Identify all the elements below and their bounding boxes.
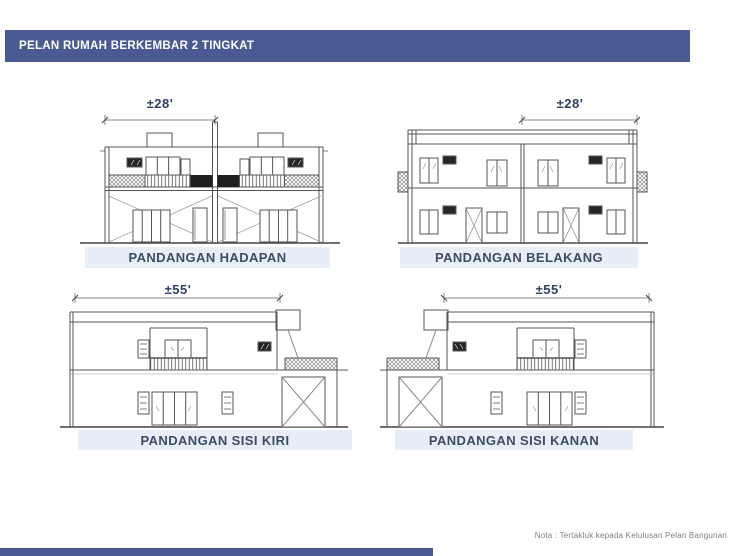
- back-elevation-drawing: [396, 114, 664, 248]
- elevation-left-side: [58, 280, 358, 456]
- dimension-label: ±55': [164, 282, 192, 297]
- view-caption-right: PANDANGAN SISI KANAN: [395, 430, 633, 450]
- view-caption-front: PANDANGAN HADAPAN: [85, 247, 330, 268]
- right-side-elevation-drawing: [380, 292, 680, 444]
- ground-floor: [109, 196, 321, 242]
- elevation-back: [396, 96, 664, 272]
- dimension-label: ±55': [535, 282, 563, 297]
- view-caption-back: PANDANGAN BELAKANG: [400, 247, 638, 268]
- elevation-right-side: [380, 280, 680, 456]
- page-title: PELAN RUMAH BERKEMBAR 2 TINGKAT: [19, 40, 255, 52]
- upper-windows: [127, 157, 303, 175]
- elevation-front: [76, 96, 344, 272]
- upper-windows: [420, 156, 625, 186]
- building-outline: [408, 130, 637, 243]
- side-balconies: [398, 172, 647, 192]
- ground-floor: [420, 206, 625, 243]
- front-elevation-drawing: [76, 114, 344, 248]
- left-side-elevation-drawing: [58, 292, 358, 444]
- dimension-label: ±28': [556, 96, 584, 111]
- balcony-band: [109, 175, 319, 187]
- approval-note: Nota : Tertakluk kepada Kelulusan Pelan Bangunan: [534, 531, 727, 540]
- dimension-line: [102, 115, 218, 125]
- footer-bar: [0, 548, 433, 556]
- dimension-label: ±28': [146, 96, 174, 111]
- dimension-line: [519, 115, 640, 125]
- view-caption-left: PANDANGAN SISI KIRI: [78, 430, 352, 450]
- title-bar: [5, 30, 690, 62]
